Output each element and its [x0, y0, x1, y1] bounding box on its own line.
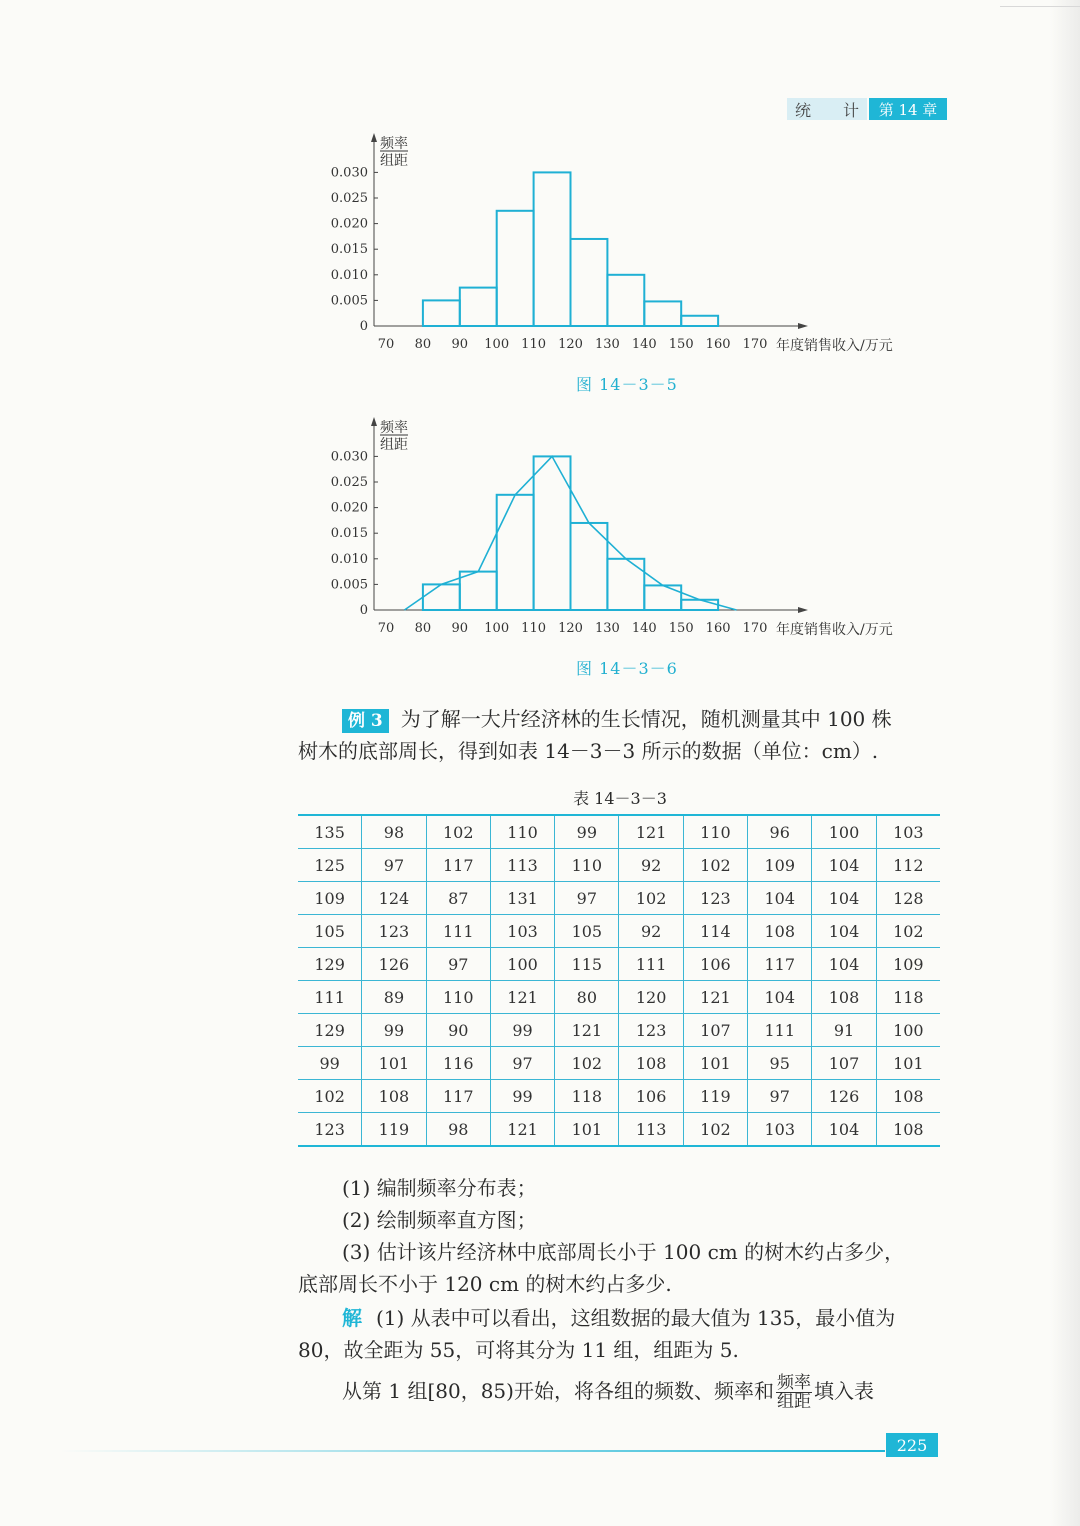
table-cell: 125	[298, 849, 362, 882]
table-cell: 120	[619, 981, 683, 1014]
table-cell: 108	[748, 915, 812, 948]
y-tick-label: 0.030	[330, 165, 368, 181]
histogram-bar	[423, 300, 460, 326]
x-tick-label: 110	[521, 337, 547, 352]
table-row	[298, 981, 940, 1014]
table-cell: 121	[490, 981, 554, 1014]
table-cell: 110	[683, 815, 747, 849]
table-cell: 95	[748, 1047, 812, 1080]
histogram-bar	[460, 288, 497, 326]
question-3-line-1: (3) 估计该片经济林中底部周长小于 100 cm 的树木约占多少，	[342, 1240, 905, 1264]
y-tick-label: 0.010	[330, 551, 368, 567]
example-tag: 例 3	[342, 709, 389, 733]
table-cell: 113	[619, 1113, 683, 1147]
table-cell: 103	[748, 1113, 812, 1147]
y-tick-label: 0.025	[330, 191, 368, 206]
y-label-denominator: 组距	[380, 437, 408, 453]
x-tick-label: 110	[521, 621, 547, 636]
table-cell: 91	[812, 1014, 876, 1047]
table-cell: 110	[426, 981, 490, 1014]
table-row	[298, 1014, 940, 1047]
x-tick-label: 90	[451, 621, 469, 636]
histogram-bar	[681, 600, 718, 610]
table-cell: 126	[812, 1080, 876, 1113]
y-label-numerator: 频率	[380, 420, 408, 436]
section-label: 统 计	[787, 98, 867, 120]
table-cell: 123	[619, 1014, 683, 1047]
histogram-bar	[497, 495, 534, 610]
x-tick-label: 170	[742, 621, 768, 636]
y-tick-label: 0	[359, 603, 368, 618]
table-cell: 98	[426, 1113, 490, 1147]
solution-line-2: 80，故全距为 55，可将其分为 11 组，组距为 5.	[298, 1338, 739, 1362]
solution-line-3: 从第 1 组[80，85)开始，将各组的频数、频率和 $\frac{\text{频率}}{\text{组距}}$ 填入表	[342, 1373, 874, 1412]
y-label-denominator: 组距	[380, 153, 408, 169]
x-tick-label: 130	[594, 621, 620, 636]
table-cell: 104	[748, 882, 812, 915]
table-row	[298, 849, 940, 882]
table-cell: 121	[683, 981, 747, 1014]
table-cell: 97	[362, 849, 426, 882]
example-statement	[298, 703, 943, 767]
table-cell: 107	[683, 1014, 747, 1047]
table-cell: 117	[426, 849, 490, 882]
table-cell: 96	[748, 815, 812, 849]
page-number: 225	[886, 1433, 938, 1457]
table-cell: 101	[555, 1113, 619, 1147]
x-tick-label: 100	[484, 337, 510, 352]
table-cell: 102	[426, 815, 490, 849]
table-cell: 135	[298, 815, 362, 849]
table-cell: 111	[748, 1014, 812, 1047]
table-cell: 102	[298, 1080, 362, 1113]
table-cell: 103	[490, 915, 554, 948]
y-label-numerator: 频率	[380, 136, 408, 152]
table-cell: 109	[876, 948, 940, 981]
x-tick-label: 70	[377, 337, 395, 352]
table-cell: 121	[490, 1113, 554, 1147]
table-cell: 121	[619, 815, 683, 849]
chapter-label: 第 14 章	[869, 98, 947, 120]
table-cell: 92	[619, 915, 683, 948]
table-cell: 123	[683, 882, 747, 915]
x-tick-label: 120	[558, 621, 583, 636]
y-tick-label: 0.020	[330, 500, 368, 516]
top-rule	[1000, 6, 1080, 7]
table-cell: 102	[683, 1113, 747, 1147]
question-3-line-2: 底部周长不小于 120 cm 的树木约占多少.	[298, 1272, 672, 1296]
question-1: (1) 编制频率分布表；	[342, 1176, 537, 1200]
x-tick-label: 130	[594, 337, 620, 352]
y-tick-label: 0	[359, 319, 368, 334]
table-cell: 107	[812, 1047, 876, 1080]
table-cell: 100	[490, 948, 554, 981]
histogram-bar	[644, 301, 681, 326]
x-tick-label: 120	[558, 337, 583, 352]
x-tick-label: 80	[414, 621, 432, 636]
histogram-bar	[423, 584, 460, 610]
table-cell: 121	[555, 1014, 619, 1047]
table-cell: 111	[426, 915, 490, 948]
x-axis-label: 年度销售收入/万元	[776, 622, 893, 638]
table-title: 表 14－3－3	[573, 789, 667, 808]
table-cell: 105	[555, 915, 619, 948]
table-row	[298, 1047, 940, 1080]
table-cell: 123	[298, 1113, 362, 1147]
table-cell: 104	[812, 882, 876, 915]
running-header	[787, 98, 947, 120]
table-cell: 111	[619, 948, 683, 981]
table-cell: 99	[490, 1080, 554, 1113]
y-axis-arrow	[371, 417, 377, 426]
table-cell: 100	[876, 1014, 940, 1047]
y-tick-label: 0.030	[330, 449, 368, 465]
x-tick-label: 80	[414, 337, 432, 352]
x-tick-label: 140	[631, 621, 657, 636]
table-row	[298, 1113, 940, 1147]
table-cell: 119	[362, 1113, 426, 1147]
x-tick-label: 90	[451, 337, 469, 352]
table-cell: 124	[362, 882, 426, 915]
histogram-with-polygon	[320, 412, 940, 652]
table-cell: 99	[490, 1014, 554, 1047]
y-tick-label: 0.015	[330, 526, 368, 542]
table-cell: 129	[298, 1014, 362, 1047]
table-cell: 114	[683, 915, 747, 948]
example-line-1: 为了解一大片经济林的生长情况，随机测量其中 100 株	[400, 707, 892, 731]
table-cell: 129	[298, 948, 362, 981]
x-tick-label: 170	[742, 337, 768, 352]
table-cell: 104	[812, 948, 876, 981]
solution-line-1: (1) 从表中可以看出，这组数据的最大值为 135，最小值为	[376, 1306, 896, 1330]
y-tick-label: 0.015	[330, 242, 368, 258]
table-cell: 118	[555, 1080, 619, 1113]
x-axis-arrow	[798, 323, 808, 329]
table-cell: 128	[876, 882, 940, 915]
table-cell: 131	[490, 882, 554, 915]
table-cell: 101	[876, 1047, 940, 1080]
table-row	[298, 815, 940, 849]
table-cell: 99	[362, 1014, 426, 1047]
y-tick-label: 0.010	[330, 267, 368, 283]
table-cell: 108	[812, 981, 876, 1014]
histogram-bar	[681, 316, 718, 326]
table-cell: 102	[619, 882, 683, 915]
table-cell: 101	[362, 1047, 426, 1080]
table-cell: 98	[362, 815, 426, 849]
y-tick-label: 0.005	[330, 293, 368, 309]
questions	[298, 1172, 943, 1300]
table-cell: 110	[555, 849, 619, 882]
histogram-1	[320, 128, 940, 368]
x-tick-label: 150	[668, 621, 694, 636]
table-cell: 112	[876, 849, 940, 882]
table-cell: 102	[555, 1047, 619, 1080]
y-tick-label: 0.005	[330, 577, 368, 593]
table-cell: 104	[812, 1113, 876, 1147]
table-cell: 103	[876, 815, 940, 849]
x-tick-label: 70	[377, 621, 395, 636]
y-tick-label: 0.025	[330, 475, 368, 490]
histogram-bar	[607, 275, 644, 326]
solution-mark: 解	[342, 1306, 362, 1330]
x-axis-arrow	[798, 607, 808, 613]
table-cell: 89	[362, 981, 426, 1014]
table-cell: 115	[555, 948, 619, 981]
table-cell: 108	[619, 1047, 683, 1080]
table-cell: 80	[555, 981, 619, 1014]
table-cell: 109	[298, 882, 362, 915]
figure-caption-1: 图 14－3－5	[576, 375, 678, 394]
histogram-bar	[534, 172, 571, 326]
x-axis-label: 年度销售收入/万元	[776, 338, 893, 354]
table-cell: 110	[490, 815, 554, 849]
table-cell: 116	[426, 1047, 490, 1080]
table-cell: 108	[876, 1113, 940, 1147]
histogram-bar	[497, 211, 534, 326]
table-cell: 118	[876, 981, 940, 1014]
table-row	[298, 915, 940, 948]
table-cell: 92	[619, 849, 683, 882]
table-cell: 97	[748, 1080, 812, 1113]
table-cell: 106	[683, 948, 747, 981]
table-cell: 119	[683, 1080, 747, 1113]
table-cell: 87	[426, 882, 490, 915]
table-cell: 113	[490, 849, 554, 882]
table-cell: 117	[426, 1080, 490, 1113]
table-cell: 102	[683, 849, 747, 882]
example-line-2: 树木的底部周长，得到如表 14－3－3 所示的数据（单位：cm）.	[298, 739, 879, 763]
fraction: $\frac{\text{频率}}{\text{组距}}$	[776, 1373, 811, 1412]
table-cell: 117	[748, 948, 812, 981]
table-cell: 104	[812, 849, 876, 882]
table-cell: 106	[619, 1080, 683, 1113]
table-cell: 111	[298, 981, 362, 1014]
solution	[298, 1302, 943, 1411]
table-cell: 100	[812, 815, 876, 849]
table-cell: 97	[490, 1047, 554, 1080]
x-tick-label: 160	[705, 337, 731, 352]
table-row	[298, 882, 940, 915]
table-cell: 97	[555, 882, 619, 915]
table-cell: 97	[426, 948, 490, 981]
figure-caption-2: 图 14－3－6	[576, 659, 678, 678]
histogram-bar	[607, 559, 644, 610]
table-cell: 109	[748, 849, 812, 882]
x-tick-label: 100	[484, 621, 510, 636]
table-row	[298, 1080, 940, 1113]
table-cell: 101	[683, 1047, 747, 1080]
table-cell: 104	[812, 915, 876, 948]
x-tick-label: 140	[631, 337, 657, 352]
y-axis-arrow	[371, 133, 377, 142]
table-row	[298, 948, 940, 981]
y-tick-label: 0.020	[330, 216, 368, 232]
table-cell: 102	[876, 915, 940, 948]
table-cell: 108	[362, 1080, 426, 1113]
x-tick-label: 150	[668, 337, 694, 352]
table-cell: 108	[876, 1080, 940, 1113]
footer-rule	[60, 1450, 885, 1452]
table-cell: 105	[298, 915, 362, 948]
table-cell: 90	[426, 1014, 490, 1047]
table-cell: 99	[555, 815, 619, 849]
table-cell: 126	[362, 948, 426, 981]
table-cell: 104	[748, 981, 812, 1014]
table-cell: 123	[362, 915, 426, 948]
page-edge-shade	[1050, 0, 1080, 1526]
question-2: (2) 绘制频率直方图；	[342, 1208, 537, 1232]
histogram-bar	[460, 572, 497, 610]
histogram-bar	[571, 239, 608, 326]
table-cell: 99	[298, 1047, 362, 1080]
x-tick-label: 160	[705, 621, 731, 636]
histogram-bar	[644, 585, 681, 610]
data-table	[298, 814, 940, 1147]
